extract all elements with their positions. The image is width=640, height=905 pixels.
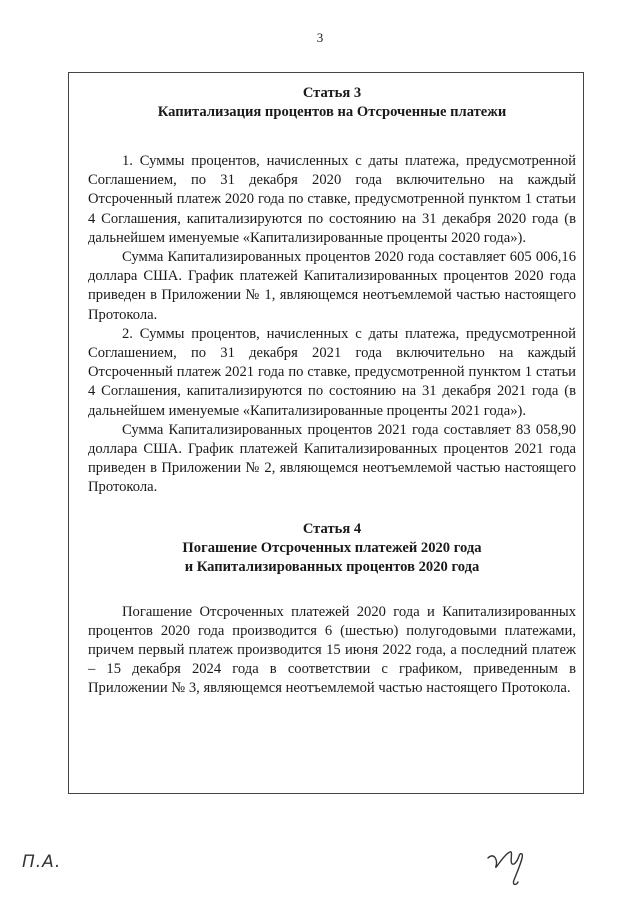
article3-paragraph-2: Сумма Капитализированных процентов 2020 года составляет 605 006,16 доллара США. График платежей Капитализированных процентов 2020 года приведен в Приложении № 1, являющемся неотъемлемой частью настоящего Протокола.	[88, 249, 576, 323]
page-number: 3	[316, 30, 324, 45]
article4-paragraph: Погашение Отсроченных платежей 2020 года и Капитализированных процентов 2020 года производится 6 (шестью) полугодовыми платежами, причем первый платеж производится 15 июня 2022 года, а последний платеж – 15 декабря 2024 года в соответствии с графиком, приведенным в Приложении № 3, являющемся неотъемлемой частью настоящего Протокола.	[88, 603, 576, 697]
article3-title: Статья 3	[302, 85, 362, 101]
article4-subtitle-line2: и Капитализированных процентов 2020 года	[184, 558, 480, 575]
signature-icon	[484, 840, 534, 890]
article3-subtitle: Капитализация процентов на Отсроченные платежи	[157, 104, 507, 120]
article3-paragraph-1: 1. Суммы процентов, начисленных с даты платежа, предусмотренной Соглашением, по 31 декабря 2020 года включительно на каждый Отсроченный платеж 2020 года по ставке, предусмотренной пунктом 1 статьи 4 Соглашения, капитализируются по состоянию на 31 декабря 2020 года (в дальнейшем именуемые «Капитализированные проценты 2020 года»).	[88, 153, 576, 246]
article3-paragraph-4: Сумма Капитализированных процентов 2021 года составляет 83 058,90 доллара США. График платежей Капитализированных процентов 2021 года приведен в Приложении № 2, являющемся неотъемлемой частью настоящего Протокола.	[88, 421, 576, 496]
article4-subtitle-line1: Погашение Отсроченных платежей 2020 года	[182, 539, 482, 556]
document-content	[88, 84, 576, 699]
handwritten-initials: П.А.	[22, 852, 62, 872]
article4-title: Статья 4	[302, 520, 362, 537]
article3-paragraph-3: 2. Суммы процентов, начисленных с даты платежа, предусмотренной Соглашением, по 31 декабря 2021 года включительно на каждый Отсроченный платеж 2021 года по ставке, предусмотренной пунктом 1 статьи 4 Соглашения, капитализируются по состоянию на 31 декабря 2021 года (в дальнейшем именуемые «Капитализированные проценты 2021 года»).	[88, 325, 576, 419]
